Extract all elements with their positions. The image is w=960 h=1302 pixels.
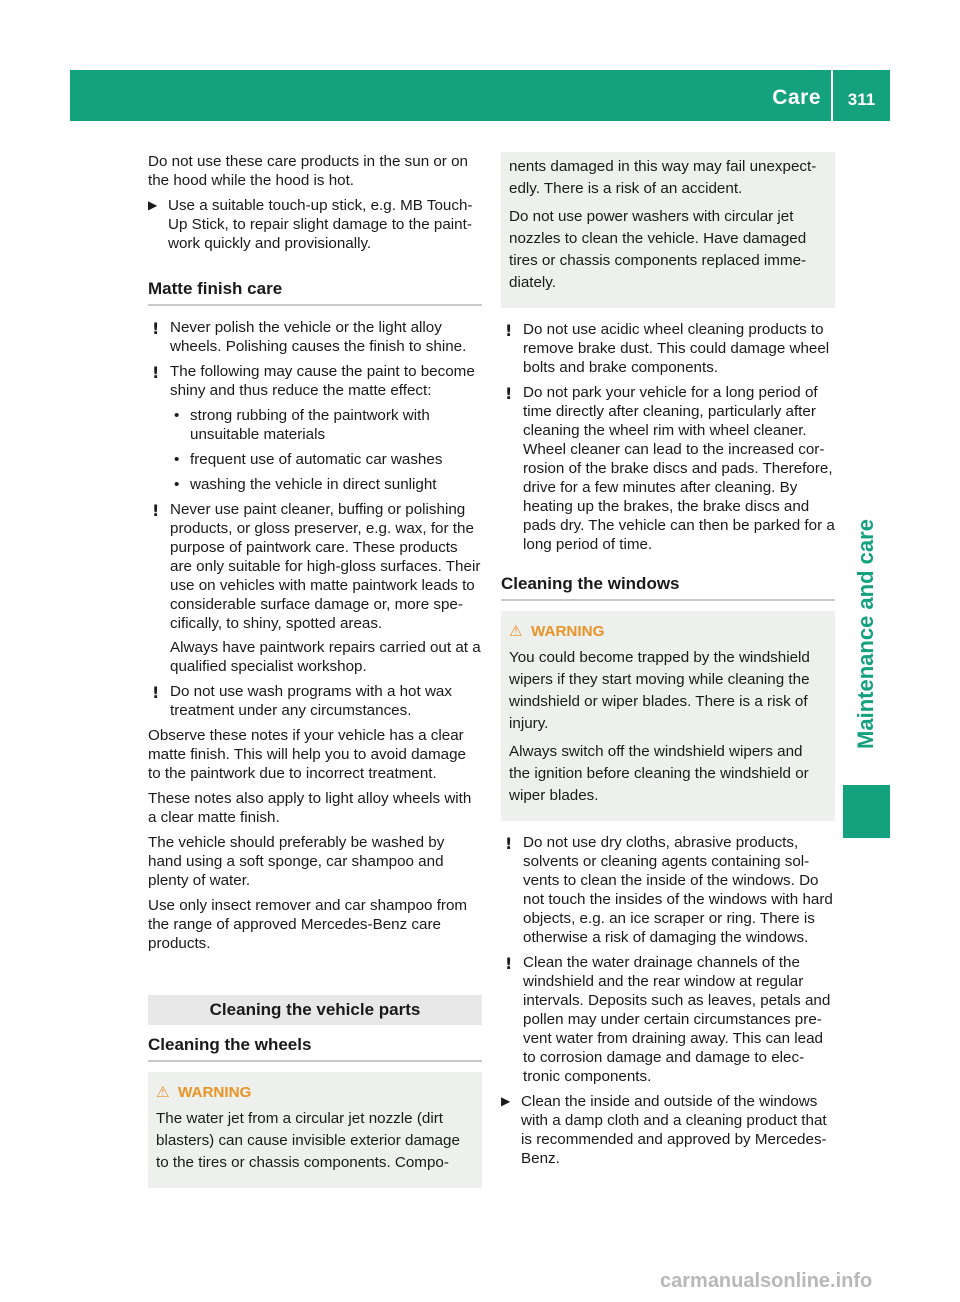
exclamation-icon: ! (152, 501, 160, 520)
triangle-bullet-icon: ▶ (501, 1094, 511, 1108)
note-text: Never polish the vehicle or the light alloy wheels. Polishing causes the finish to shine. (170, 319, 467, 355)
bullet-dot-icon: • (174, 407, 180, 424)
side-tab-label: Maintenance and care (853, 519, 878, 749)
exclamation-icon: ! (505, 321, 513, 340)
exclamation-icon: ! (152, 319, 160, 338)
side-tab (843, 498, 890, 770)
note-item (501, 833, 835, 947)
instruction-item (501, 1092, 835, 1168)
note-item (501, 953, 835, 1086)
warning-label: WARNING (178, 1084, 252, 1101)
note-text: The following may cause the paint to become shiny and thus reduce the matte effect: (170, 363, 475, 399)
section-banner: Cleaning the vehicle parts (148, 995, 482, 1025)
warning-title (156, 1082, 474, 1104)
paragraph: The vehicle should preferably be washed by hand using a soft sponge, car shampoo and plenty of water. (148, 834, 445, 889)
page-number: 311 (847, 90, 876, 109)
note-item (148, 500, 482, 676)
paragraph: Observe these notes if your vehicle has a clear matte finish. This will help you to avoid damage to the paintwork due to incorrect treatment. (148, 727, 466, 782)
note-item (501, 383, 835, 554)
paragraph: Do not use these care products in the sun or on the hood while the hood is hot. (148, 153, 468, 189)
exclamation-icon: ! (505, 384, 513, 403)
warning-triangle-icon: ⚠ (156, 1084, 170, 1101)
note-item (148, 318, 482, 356)
warning-text: Always switch off the windshield wipers and the ignition before cleaning the windshield or wiper blades. (509, 743, 809, 804)
note-text: Do not park your vehicle for a long period of time directly after cleaning, particularly after cleaning the wheel rim with wheel cleaner. Wheel cleaner can lead to the increased cor-rosion of the brake discs and pads. Therefore, drive for a few minutes after cleaning. By heating up the brakes, the brake discs and pads dry. The vehicle can then be parked for a long period of time. (523, 384, 835, 553)
note-text: Do not use wash programs with a hot wax treatment under any circumstances. (170, 683, 452, 719)
warning-text: Do not use power washers with circular jet nozzles to clean the vehicle. Have damaged tires or chassis components replaced imme-diately. (509, 208, 807, 291)
bullet-dot-icon: • (174, 476, 180, 493)
paragraph: Use only insect remover and car shampoo from the range of approved Mercedes-Benz care products. (148, 897, 468, 952)
right-column (501, 152, 835, 1174)
list-item-text: strong rubbing of the paintwork with unsuitable materials (190, 407, 430, 443)
section-title: Care (772, 86, 821, 109)
note-text-continued: Always have paintwork repairs carried out at a qualified specialist workshop. (170, 639, 481, 675)
list-item (170, 450, 482, 469)
exclamation-icon: ! (505, 954, 513, 973)
list-item (170, 475, 482, 494)
warning-text: The water jet from a circular jet nozzle (dirt blasters) can cause invisible exterior damage to the tires or chassis components. Compo- (156, 1110, 460, 1171)
side-tab-block (843, 785, 890, 838)
bullet-dot-icon: • (174, 451, 180, 468)
heading-cleaning-wheels: Cleaning the wheels (148, 1035, 482, 1062)
note-item (148, 362, 482, 400)
triangle-bullet-icon: ▶ (148, 198, 158, 212)
note-item (148, 682, 482, 720)
paragraph: These notes also apply to light alloy wheels with a clear matte finish. (148, 790, 472, 826)
warning-text: You could become trapped by the windshield wipers if they start moving while cleaning the windshield or wiper blades. There is a risk of injury. (509, 649, 810, 732)
warning-title (509, 621, 827, 643)
warning-triangle-icon: ⚠ (509, 623, 523, 640)
exclamation-icon: ! (505, 834, 513, 853)
exclamation-icon: ! (152, 363, 160, 382)
warning-label: WARNING (531, 623, 605, 640)
instruction-text: Use a suitable touch-up stick, e.g. MB Touch-Up Stick, to repair slight damage to the paint-work quickly and provisionally. (168, 197, 473, 252)
note-text: Never use paint cleaner, buffing or polishing products, or gloss preserver, e.g. wax, for the purpose of paintwork care. These products are only suitable for high-gloss surfaces. Their use on vehicles with matte paintwork leads to considerable surface damage or, more spe-cifically, to shiny, spotted areas. (170, 501, 481, 632)
list-item (170, 406, 482, 444)
header-bar (70, 70, 890, 121)
watermark: carmanualsonline.info (660, 1270, 873, 1292)
warning-box-continued (501, 152, 835, 308)
heading-cleaning-windows: Cleaning the windows (501, 574, 835, 601)
warning-box (148, 1072, 482, 1188)
warning-text: nents damaged in this way may fail unexpect-edly. There is a risk of an accident. (509, 158, 817, 197)
list-item-text: washing the vehicle in direct sunlight (190, 476, 437, 493)
note-item (501, 320, 835, 377)
warning-box (501, 611, 835, 821)
left-column (148, 152, 482, 1188)
list-item-text: frequent use of automatic car washes (190, 451, 443, 468)
note-text: Do not use acidic wheel cleaning products to remove brake dust. This could damage wheel bolts and brake components. (523, 321, 830, 376)
instruction-text: Clean the inside and outside of the windows with a damp cloth and a cleaning product that is recommended and approved by Mercedes-Benz. (521, 1093, 827, 1167)
heading-matte-finish: Matte finish care (148, 279, 482, 306)
exclamation-icon: ! (152, 683, 160, 702)
instruction-item (148, 196, 482, 253)
note-text: Do not use dry cloths, abrasive products, solvents or cleaning agents containing sol-vents to clean the inside of the windows. Do not touch the insides of the windows with hard objects, e.g. an ice scraper or ring. There is otherwise a risk of damaging the windows. (523, 834, 833, 946)
note-text: Clean the water drainage channels of the windshield and the rear window at regular intervals. Deposits such as leaves, petals and pollen may under certain circumstances pre-vent water from draining away. This can lead to corrosion damage and damage to elec-tronic components. (523, 954, 831, 1085)
